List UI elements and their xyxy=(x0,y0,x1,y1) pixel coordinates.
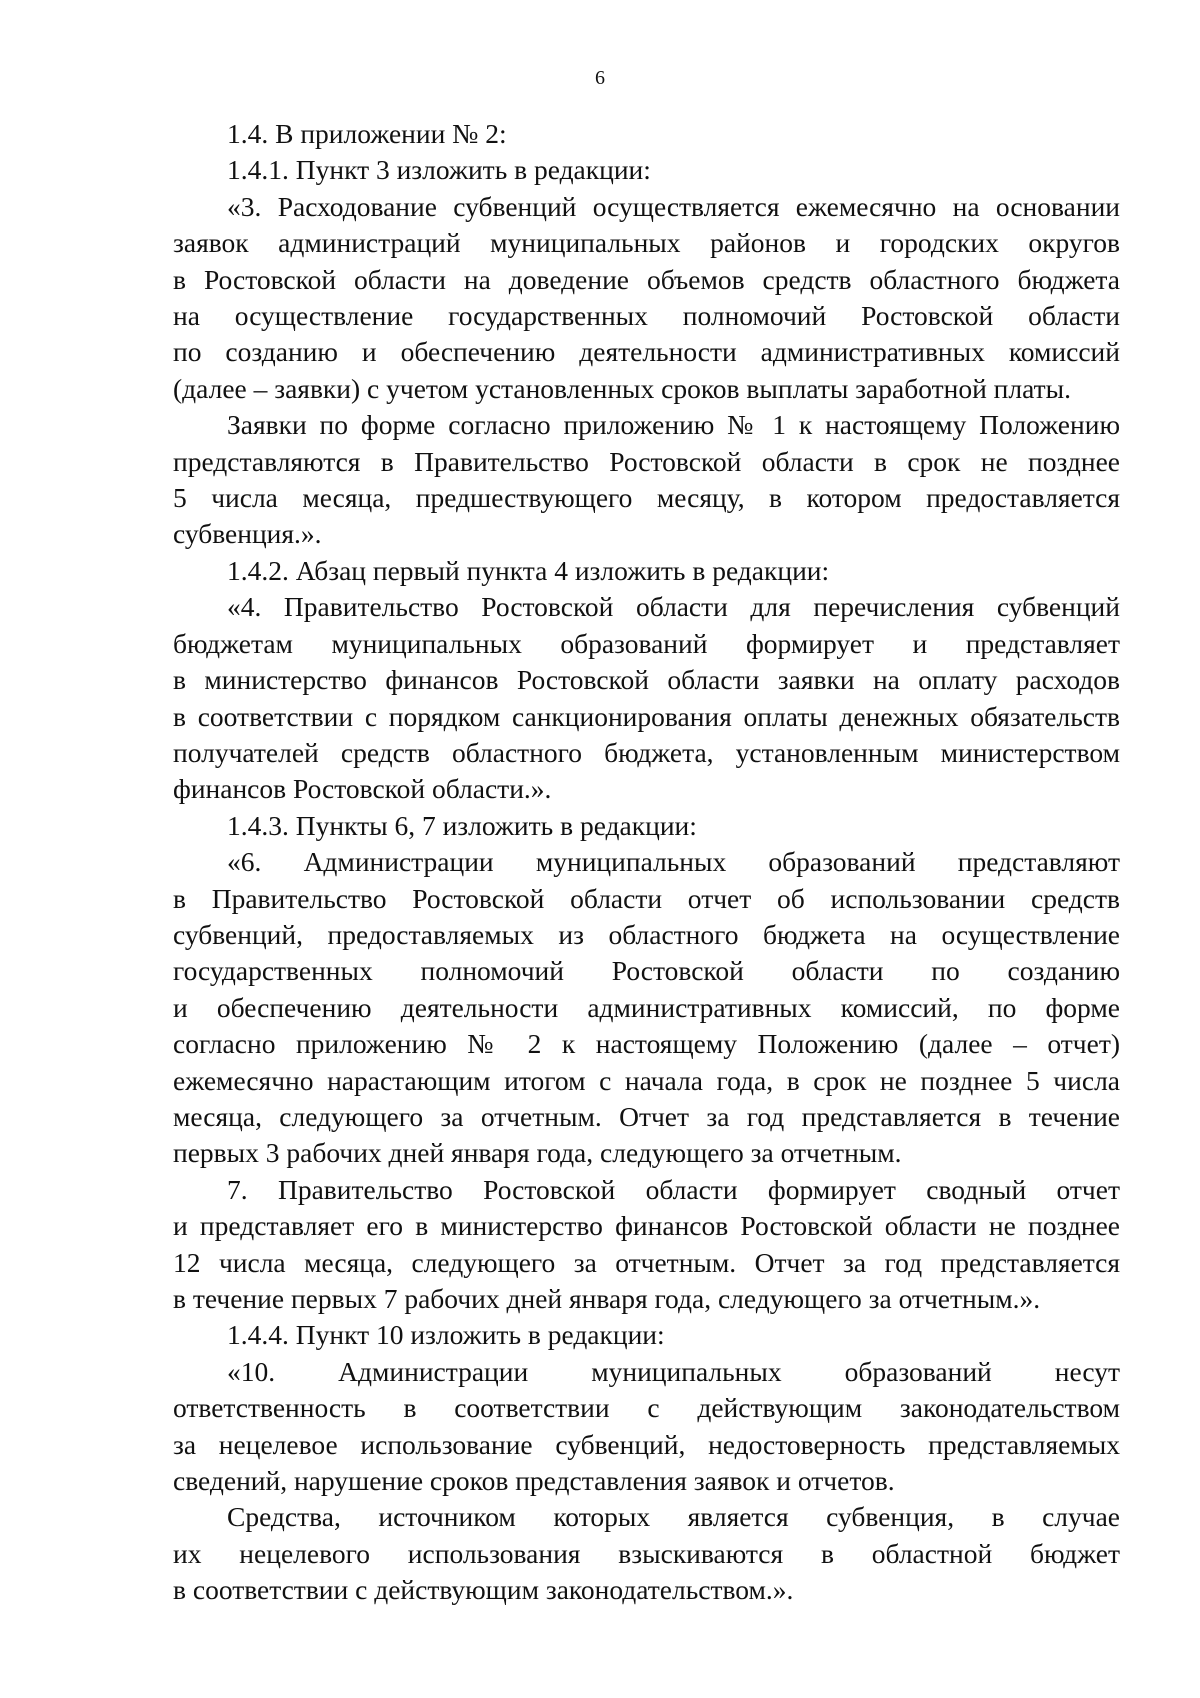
text-line: представляются в Правительство Ростовской области в срок не позднее xyxy=(173,445,1120,477)
text-line: месяца, следующего за отчетным. Отчет за год представляется в течение xyxy=(173,1100,1120,1132)
text-line: в соответствии с порядком санкционирования оплаты денежных обязательств xyxy=(173,700,1120,732)
text-line: субвенций, предоставляемых из областного бюджета на осуществление xyxy=(173,918,1120,950)
text-line: 5 числа месяца, предшествующего месяцу, в котором предоставляется xyxy=(173,482,1120,514)
text-line: 1.4.4. Пункт 10 изложить в редакции: xyxy=(227,1319,665,1351)
text-line: на осуществление государственных полномочий Ростовской области xyxy=(173,300,1120,332)
text-line: 1.4. В приложении № 2: xyxy=(227,118,507,149)
text-line: 1.4.1. Пункт 3 изложить в редакции: xyxy=(227,154,651,186)
paragraph xyxy=(173,189,1120,407)
text-line: Заявки по форме согласно приложению № 1 к настоящему Положению xyxy=(227,409,1120,441)
text-line: и представляет его в министерство финансов Ростовской области не позднее xyxy=(173,1210,1120,1242)
text-line: первых 3 рабочих дней января года, следующего за отчетным. xyxy=(173,1137,902,1169)
text-line: согласно приложению № 2 к настоящему Положению (далее – отчет) xyxy=(173,1028,1120,1060)
text-line: сведений, нарушение сроков представления заявок и отчетов. xyxy=(173,1465,895,1497)
text-line: в течение первых 7 рабочих дней января года, следующего за отчетным.». xyxy=(173,1283,1041,1314)
text-line: 7. Правительство Ростовской области формирует сводный отчет xyxy=(227,1173,1120,1205)
page-number: 6 xyxy=(595,67,605,89)
text-line: 1.4.3. Пункты 6, 7 изложить в редакции: xyxy=(227,809,697,841)
text-line: получателей средств областного бюджета, установленным министерством xyxy=(173,736,1120,768)
paragraph xyxy=(173,553,1120,589)
paragraph xyxy=(173,844,1120,1172)
paragraph xyxy=(173,1172,1120,1318)
text-line: финансов Ростовской области.». xyxy=(173,773,552,805)
text-line: «10. Администрации муниципальных образований несут xyxy=(227,1355,1120,1387)
text-line: «3. Расходование субвенций осуществляется ежемесячно на основании xyxy=(227,190,1120,222)
text-line: в соответствии с действующим законодательством.». xyxy=(173,1574,794,1606)
text-line: (далее – заявки) с учетом установленных сроков выплаты заработной платы. xyxy=(173,372,1071,404)
text-line: субвенция.». xyxy=(173,518,322,550)
text-line: 1.4.2. Абзац первый пункта 4 изложить в редакции: xyxy=(227,554,830,586)
text-line: их нецелевого использования взыскиваются в областной бюджет xyxy=(173,1537,1120,1569)
paragraph xyxy=(173,1499,1120,1608)
text-line: в министерство финансов Ростовской области заявки на оплату расходов xyxy=(173,664,1120,696)
text-line: Средства, источником которых является субвенция, в случае xyxy=(227,1501,1120,1533)
text-line: ответственность в соответствии с действующим законодательством xyxy=(173,1392,1120,1424)
text-line: 12 числа месяца, следующего за отчетным. Отчет за год представляется xyxy=(173,1246,1120,1278)
text-line: «4. Правительство Ростовской области для перечисления субвенций xyxy=(227,591,1120,623)
paragraph xyxy=(173,589,1120,807)
text-line: ежемесячно нарастающим итогом с начала года, в срок не позднее 5 числа xyxy=(173,1064,1120,1096)
text-line: в Ростовской области на доведение объемов средств областного бюджета xyxy=(173,263,1120,295)
paragraph xyxy=(173,808,1120,844)
text-line: государственных полномочий Ростовской области по созданию xyxy=(173,955,1120,987)
document-body xyxy=(173,116,1120,1609)
text-line: «6. Администрации муниципальных образований представляют xyxy=(227,846,1120,878)
paragraph xyxy=(173,407,1120,553)
paragraph xyxy=(173,116,1120,152)
paragraph xyxy=(173,152,1120,188)
text-line: и обеспечению деятельности административных комиссий, по форме xyxy=(173,991,1120,1023)
paragraph xyxy=(173,1317,1120,1353)
text-line: заявок администраций муниципальных районов и городских округов xyxy=(173,227,1120,259)
text-line: по созданию и обеспечению деятельности административных комиссий xyxy=(173,336,1120,368)
text-line: в Правительство Ростовской области отчет об использовании средств xyxy=(173,882,1120,914)
paragraph xyxy=(173,1354,1120,1500)
text-line: за нецелевое использование субвенций, недостоверность представляемых xyxy=(173,1428,1120,1460)
text-line: бюджетам муниципальных образований формирует и представляет xyxy=(173,627,1120,659)
